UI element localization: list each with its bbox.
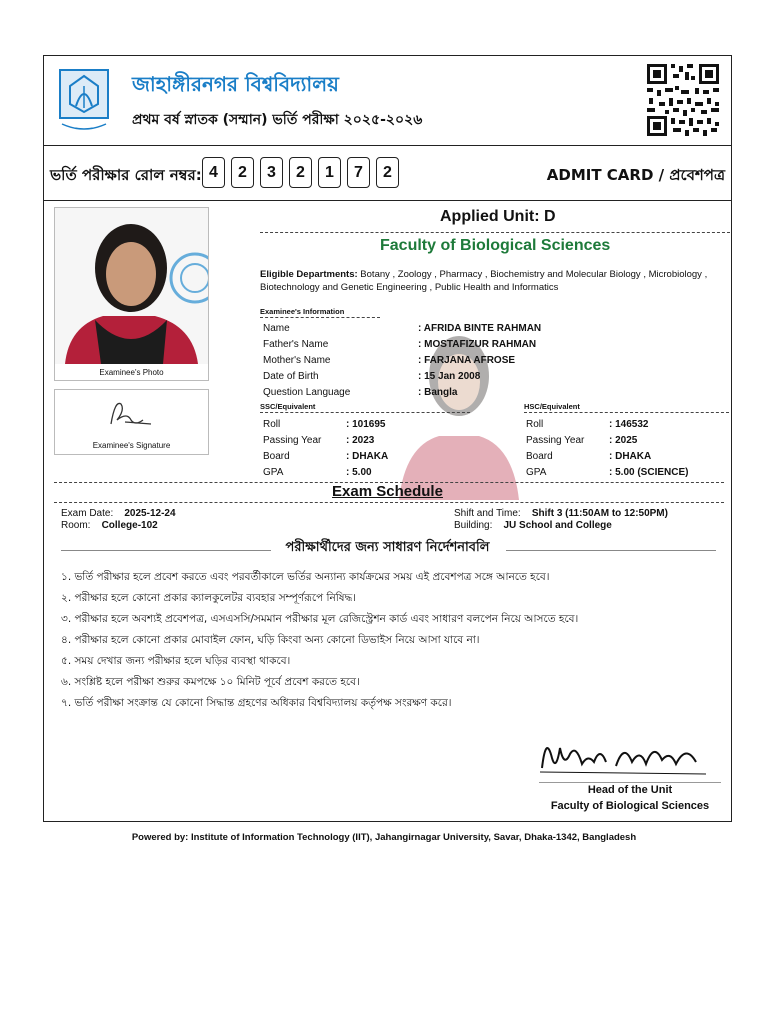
university-name: জাহাঙ্গীরনগর বিশ্ববিদ্যালয় xyxy=(132,72,339,96)
instructions-title: পরীক্ষার্থীদের জন্য সাধারণ নির্দেশনাবলি xyxy=(285,540,490,555)
instruction-item: ৫. সময় দেখার জন্য পরীক্ষার হলে ঘড়ির ব্যবস্থা থাকবে। xyxy=(61,655,291,667)
footer-credit: Powered by: Institute of Information Technology (IIT), Jahangirnagar University, Savar, Dhaka-1342, Bangladesh xyxy=(131,832,637,843)
admit-card-title: ADMIT CARD / প্রবেশপত্র xyxy=(546,166,725,184)
instruction-item: ৪. পরীক্ষার হলে কোনো প্রকার মোবাইল ফোন, ঘড়ি কিংবা অন্য কোনো ডিভাইস নিয়ে আসা যাবে না। xyxy=(61,634,480,646)
hsc-roll-value: : 146532 xyxy=(609,419,649,430)
ssc-board-label: Board xyxy=(263,451,290,462)
divider xyxy=(524,412,729,413)
ssc-roll-value: : 101695 xyxy=(346,419,386,430)
instruction-item: ৭. ভর্তি পরীক্ষা সংক্রান্ত যে কোনো সিদ্ধান্ত গ্রহণের অধিকার বিশ্ববিদ্যালয় কর্তৃপক্ষ সংরক্ষণ করে। xyxy=(61,697,452,709)
shift-label: Shift and Time: xyxy=(454,508,521,519)
ssc-year-value: : 2023 xyxy=(346,435,375,446)
info-value-language: : Bangla xyxy=(418,387,458,398)
info-label-dob: Date of Birth xyxy=(263,371,319,382)
qr-code-icon xyxy=(645,62,721,138)
exam-title: প্রথম বর্ষ স্নাতক (সম্মান) ভর্তি পরীক্ষা ২০২৫-২০২৬ xyxy=(132,112,423,128)
roll-digit: 1 xyxy=(318,157,341,188)
photo-caption: Examinee's Photo xyxy=(99,368,164,377)
eligible-label: Eligible Departments: xyxy=(260,269,358,280)
roll-digit: 2 xyxy=(376,157,399,188)
info-value-father: : MOSTAFIZUR RAHMAN xyxy=(418,339,537,350)
examinee-photo-box xyxy=(54,207,209,381)
divider xyxy=(260,232,730,233)
building-label: Building: xyxy=(454,520,493,531)
eligible-list: Botany , Zoology , Pharmacy , Biochemistry and Molecular Biology , Microbiology , Biotechnology and Genetic Engineering , Public Health and Informatics xyxy=(260,269,708,293)
authority-faculty: Faculty of Biological Sciences xyxy=(550,800,710,812)
instruction-item: ১. ভর্তি পরীক্ষার হলে প্রবেশ করতে এবং পরবর্তীকালে ভর্তির অন্যান্য কার্যক্রমের সময় এই প্রবেশপত্র সঙ্গে আনতে হবে। xyxy=(61,571,550,583)
examinee-signature-box xyxy=(54,389,209,455)
hsc-label: HSC/Equivalent xyxy=(524,402,580,411)
ssc-gpa-label: GPA xyxy=(263,467,284,478)
roll-digit: 2 xyxy=(289,157,312,188)
info-value-name: : AFRIDA BINTE RAHMAN xyxy=(418,323,542,334)
examinee-info-label: Examinee's Information xyxy=(260,307,345,316)
instruction-item: ৬. সংশ্লিষ্ট হলে পরীক্ষা শুরুর কমপক্ষে ১০ মিনিট পূর্বে প্রবেশ করতে হবে। xyxy=(61,676,360,688)
exam-room xyxy=(61,520,158,531)
hsc-board-label: Board xyxy=(526,451,553,462)
info-value-mother: : FARJANA AFROSE xyxy=(418,355,516,366)
applied-unit: Applied Unit: D xyxy=(440,208,556,225)
divider xyxy=(260,412,470,413)
instruction-item: ২. পরীক্ষার হলে কোনো প্রকার ক্যালকুলেটর ব্যবহার সম্পূর্ণরূপে নিষিদ্ধ। xyxy=(61,592,357,604)
ssc-label: SSC/Equivalent xyxy=(260,402,316,411)
hsc-gpa-value: : 5.00 (SCIENCE) xyxy=(609,467,689,478)
examinee-photo xyxy=(55,208,208,364)
exam-date-label: Exam Date: xyxy=(61,508,114,519)
examinee-signature-image xyxy=(55,390,208,436)
divider xyxy=(260,317,380,318)
faculty-name: Faculty of Biological Sciences xyxy=(380,237,611,254)
exam-shift xyxy=(454,508,668,519)
exam-date-value: 2025-12-24 xyxy=(124,508,176,519)
roll-digit: 3 xyxy=(260,157,283,188)
signature-line xyxy=(539,782,721,783)
admit-card xyxy=(43,55,732,822)
info-label-language: Question Language xyxy=(263,387,351,398)
ssc-gpa-value: : 5.00 xyxy=(346,467,372,478)
room-label: Room: xyxy=(61,520,91,531)
hsc-board-value: : DHAKA xyxy=(609,451,652,462)
authority-signature-image xyxy=(536,728,716,780)
info-label-name: Name xyxy=(263,323,290,334)
instructions-list xyxy=(61,570,578,717)
room-value: College-102 xyxy=(101,520,158,531)
authority-title: Head of the Unit xyxy=(587,784,673,796)
shift-value: Shift 3 (11:50AM to 12:50PM) xyxy=(531,508,668,519)
roll-digit: 7 xyxy=(347,157,370,188)
roll-digits xyxy=(202,157,399,188)
roll-digit: 4 xyxy=(202,157,225,188)
university-seal-icon xyxy=(56,68,112,134)
info-label-father: Father's Name xyxy=(263,339,329,350)
instruction-item: ৩. পরীক্ষার হলে অবশ্যই প্রবেশপত্র, এসএসসি/সমমান পরীক্ষার মূল রেজিস্ট্রেশন কার্ড এবং সাধারণ বলপেন নিয়ে আসতে হবে। xyxy=(61,613,579,625)
roll-label: ভর্তি পরীক্ষার রোল নম্বর: xyxy=(50,166,202,184)
divider xyxy=(54,502,724,503)
ssc-board-value: : DHAKA xyxy=(346,451,389,462)
hsc-roll-label: Roll xyxy=(526,419,544,430)
info-label-mother: Mother's Name xyxy=(263,355,331,366)
eligible-departments xyxy=(260,268,734,294)
roll-digit: 2 xyxy=(231,157,254,188)
info-value-dob: : 15 Jan 2008 xyxy=(418,371,481,382)
exam-schedule-title: Exam Schedule xyxy=(332,483,443,500)
exam-date xyxy=(61,508,176,519)
hsc-year-value: : 2025 xyxy=(609,435,638,446)
hsc-year-label: Passing Year xyxy=(526,435,585,446)
card-header xyxy=(44,56,731,146)
building-value: JU School and College xyxy=(503,520,612,531)
roll-number-row xyxy=(44,145,731,201)
signature-caption: Examinee's Signature xyxy=(92,441,171,450)
ssc-year-label: Passing Year xyxy=(263,435,322,446)
divider xyxy=(506,550,716,551)
exam-building xyxy=(454,520,612,531)
ssc-roll-label: Roll xyxy=(263,419,281,430)
hsc-gpa-label: GPA xyxy=(526,467,547,478)
